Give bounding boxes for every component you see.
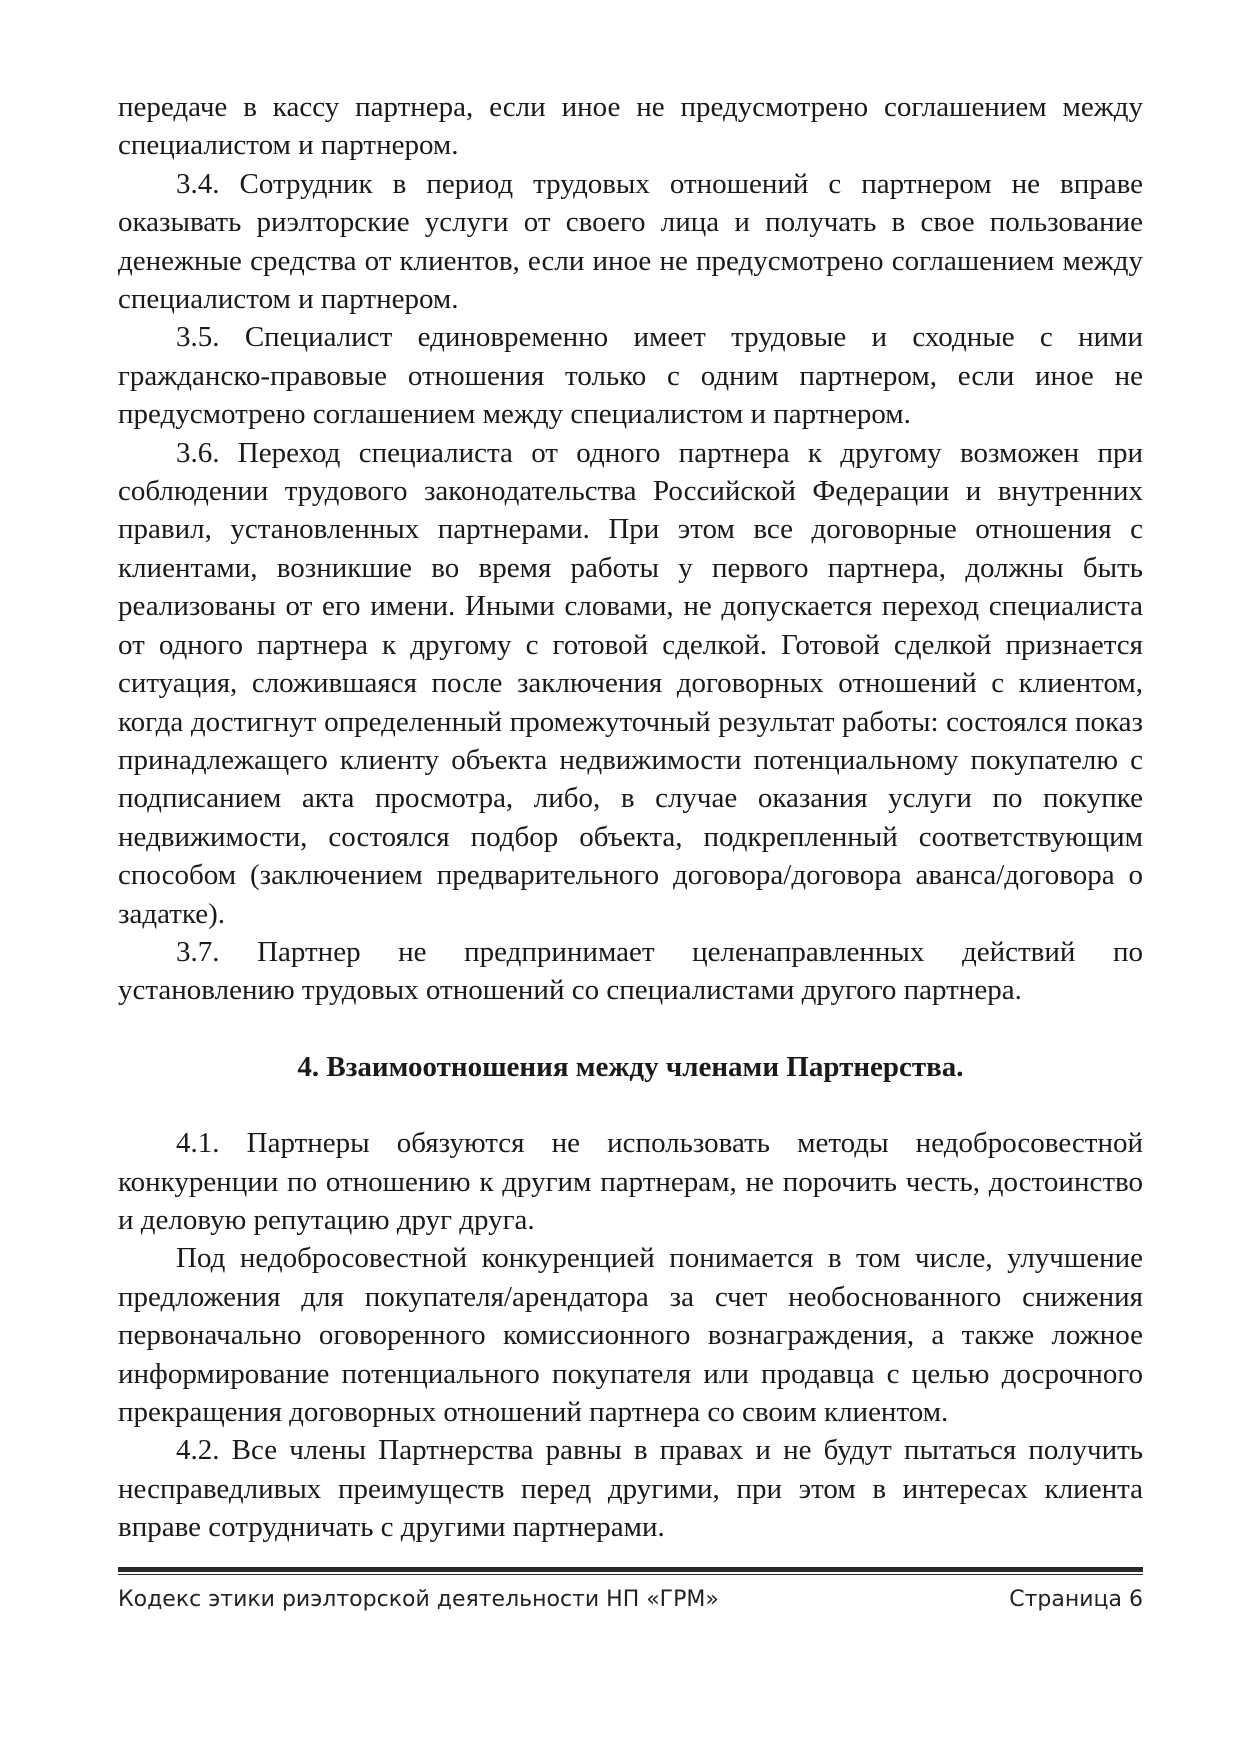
footer-divider-thick: [118, 1567, 1143, 1572]
paragraph-3-6: 3.6. Переход специалиста от одного партнера к другому возможен при соблюдении трудового законодательства Российской Федерации и внутренних правил, установленных партнерами. При этом все договорные отношения с клиентами, возникшие во время работы у первого партнера, должны быть реализованы от его имени. Иными словами, не допускается переход специалиста от одного партнера к другому с готовой сделкой. Готовой сделкой признается ситуация, сложившаяся после заключения договорных отношений с клиентом, когда достигнут определенный промежуточный результат работы: состоялся показ принадлежащего клиенту объекта недвижимости потенциальному покупателю с подписанием акта просмотра, либо, в случае оказания услуги по покупке недвижимости, состоялся подбор объекта, подкрепленный соответствующим способом (заключением предварительного договора/договора аванса/договора о задатке).: [118, 436, 1143, 930]
paragraph-4-2: 4.2. Все члены Партнерства равны в правах и не будут пытаться получить несправедливых преимуществ перед другими, при этом в интересах клиента вправе сотрудничать с другими партнерами.: [118, 1434, 1143, 1544]
paragraph-3-4: 3.4. Сотрудник в период трудовых отношений с партнером не вправе оказывать риэлторские услуги от своего лица и получать в свое пользование денежные средства от клиентов, если иное не предусмотрено соглашением между специалистом и партнером.: [118, 167, 1143, 316]
section-heading: 4. Взаимоотношения между членами Партнерства.: [297, 1050, 964, 1083]
paragraph-unfair-competition: Под недобросовестной конкуренцией понимается в том числе, улучшение предложения для покупателя/арендатора за счет необоснованного снижения первоначально оговоренного комиссионного вознаграждения, а также ложное информирование потенциального покупателя или продавца с целью досрочного прекращения договорных отношений партнера со своим клиентом.: [118, 1242, 1143, 1428]
paragraph-3-7: 3.7. Партнер не предпринимает целенаправленных действий по установлению трудовых отношений со специалистами другого партнера.: [118, 935, 1143, 1007]
footer-document-title: Кодекс этики риэлторской деятельности НП «ГРМ»: [118, 1587, 719, 1612]
footer-page-number: Страница 6: [1009, 1587, 1143, 1612]
paragraph-3-5: 3.5. Специалист единовременно имеет трудовые и сходные с ними гражданско-правовые отношения только с одним партнером, если иное не предусмотрено соглашением между специалистом и партнером.: [118, 321, 1143, 431]
paragraph-continuation: передаче в кассу партнера, если иное не предусмотрено соглашением между специалистом и партнером.: [118, 91, 1143, 162]
footer-divider-thin: [118, 1574, 1143, 1575]
document-body: [118, 88, 1143, 1547]
page-footer: [118, 1585, 1143, 1615]
paragraph-4-1: 4.1. Партнеры обязуются не использовать методы недобросовестной конкуренции по отношению к другим партнерам, не порочить честь, достоинство и деловую репутацию друг друга.: [118, 1127, 1143, 1236]
